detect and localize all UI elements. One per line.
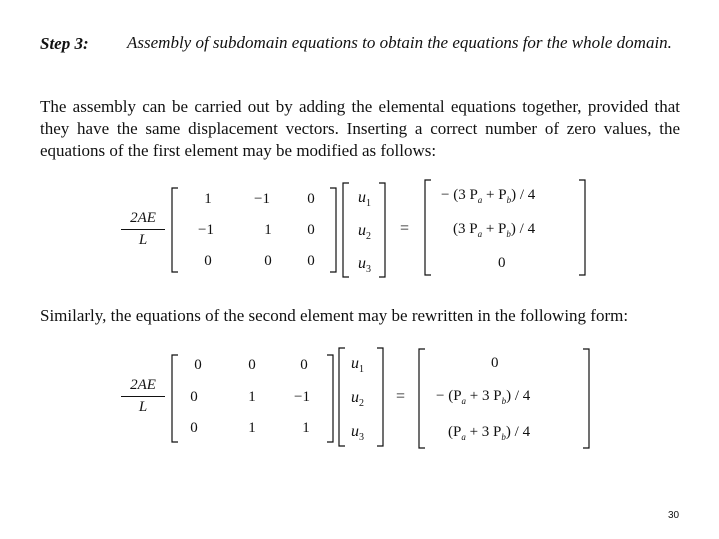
eq2-matrix-cell: 0 <box>190 389 198 405</box>
eq2-vector-entry: $u_2$ <box>351 389 364 410</box>
eq2-rhs-row: − ($P_a + 3$ $P_b) / 4$ <box>436 388 531 406</box>
eq2-factor-numerator: 2AE <box>130 377 156 393</box>
eq2-factor-denominator: L <box>138 399 148 415</box>
eq1-matrix-cell: 1 <box>204 191 212 207</box>
eq1-rhs-row: (3 $P_a + P_b) / 4$ <box>453 221 536 239</box>
eq1-rhs-row: − (3 $P_a + P_b) / 4$ <box>441 187 536 205</box>
eq2-matrix-cell: 1 <box>248 389 256 405</box>
eq1-matrix-cell: 0 <box>264 253 272 269</box>
eq2-equals-sign: = <box>396 388 406 405</box>
eq1-matrix-cell: 1 <box>264 222 272 238</box>
eq1-fraction-bar <box>121 229 165 230</box>
step-label: Step 3: <box>40 34 89 53</box>
eq1-matrix-cell: −1 <box>254 191 270 207</box>
eq1-matrix-cell: 0 <box>307 191 315 207</box>
paragraph-assembly: The assembly can be carried out by adding the elemental equations together, provided that they have the same displacement vectors. Inserting a correct number of zero values, the equations of the first element may be modified as follows: <box>40 97 680 160</box>
eq1-matrix-cell: 0 <box>307 222 315 238</box>
eq2-fraction-bar <box>121 396 165 397</box>
eq1-factor-fraction <box>121 210 165 249</box>
eq2-rhs-row: ($P_a + 3$ $P_b) / 4$ <box>448 424 531 442</box>
page-number: 30 <box>668 510 680 521</box>
eq1-rhs-row: 0 <box>498 255 506 271</box>
eq2-rhs-row: 0 <box>491 355 499 371</box>
eq2-matrix-cell: 0 <box>300 357 308 373</box>
eq1-vector-entry: $u_2$ <box>358 222 371 243</box>
eq2-matrix-cell: 1 <box>248 420 256 436</box>
eq2-matrix-cell: −1 <box>294 389 310 405</box>
eq1-vector-entry: $u_3$ <box>358 255 371 276</box>
eq1-equals-sign: = <box>400 220 410 237</box>
eq1-matrix-cell: 0 <box>307 253 315 269</box>
eq2-matrix-cell: 0 <box>194 357 202 373</box>
paragraph-second-element: Similarly, the equations of the second element may be rewritten in the following form: <box>40 306 629 325</box>
eq1-matrix-cell: 0 <box>204 253 212 269</box>
step-title: Assembly of subdomain equations to obtain the equations for the whole domain. <box>127 33 672 52</box>
eq1-factor-numerator: 2AE <box>130 210 156 226</box>
eq2-matrix-cell: 0 <box>248 357 256 373</box>
eq1-factor-denominator: L <box>138 232 148 248</box>
eq2-factor-fraction <box>121 377 165 416</box>
eq1-matrix-cell: −1 <box>198 222 214 238</box>
eq2-vector-entry: $u_3$ <box>351 423 364 444</box>
eq1-vector-entry: $u_1$ <box>358 189 371 210</box>
eq2-vector-entry: $u_1$ <box>351 355 364 376</box>
eq2-matrix-cell: 1 <box>302 420 310 436</box>
eq2-matrix-cell: 0 <box>190 420 198 436</box>
